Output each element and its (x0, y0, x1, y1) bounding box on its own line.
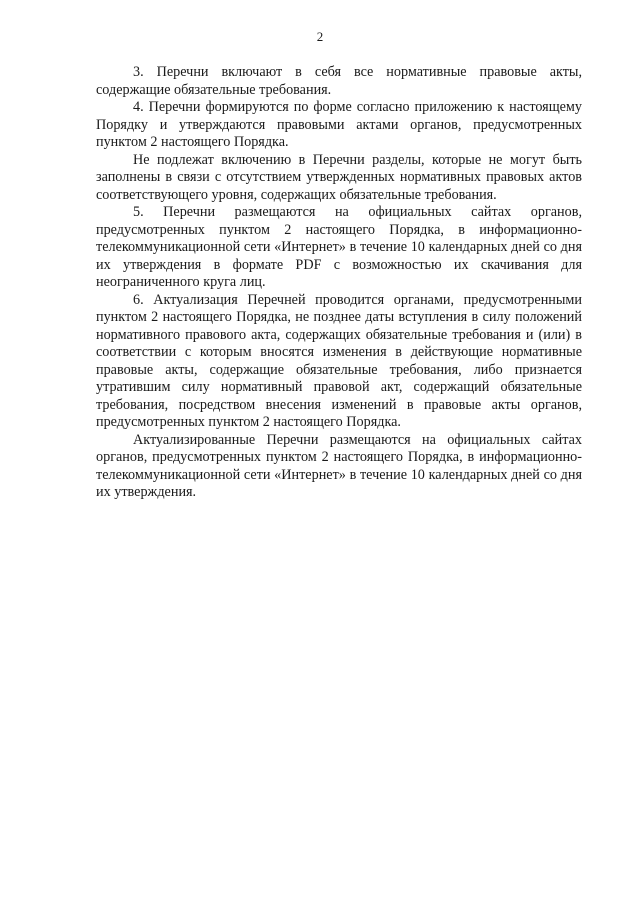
paragraph-exclusion-note: Не подлежат включению в Перечни разделы, которые не могут быть заполнены в связи с отсутствием утвержденных нормативных правовых актов соответствующего уровня, содержащих обязательные требования. (96, 151, 582, 203)
paragraph-item-6: 6. Актуализация Перечней проводится органами, предусмотренными пунктом 2 настоящего Порядка, не позднее даты вступления в силу положений нормативного правового акта, содержащих обязательные требования и (или) в соответствии с которым вносятся изменения в действующие нормативные правовые акты, содержащие обязательные требования, либо признается утратившим силу нормативный правовой акт, содержащий обязательные требования, посредством внесения изменений в правовые акты органов, предусмотренных пунктом 2 настоящего Порядка. (96, 291, 582, 430)
paragraph-updated-lists: Актуализированные Перечни размещаются на официальных сайтах органов, предусмотренных пунктом 2 настоящего Порядка, в информационно-телекоммуникационной сети «Интернет» в течение 10 календарных дней со дня их утверждения. (96, 431, 582, 500)
paragraph-item-4: 4. Перечни формируются по форме согласно приложению к настоящему Порядку и утверждаются правовыми актами органов, предусмотренных пунктом 2 настоящего Порядка. (96, 99, 582, 150)
document-body (96, 64, 582, 502)
page-number: 2 (316, 29, 324, 44)
paragraph-item-3: 3. Перечни включают в себя все нормативные правовые акты, содержащие обязательные требования. (96, 64, 582, 98)
paragraph-item-5: 5. Перечни размещаются на официальных сайтах органов, предусмотренных пунктом 2 настоящего Порядка, в информационно-телекоммуникационной сети «Интернет» в течение 10 календарных дней со дня их утверждения в формате PDF с возможностью их скачивания для неограниченного круга лиц. (96, 204, 582, 290)
